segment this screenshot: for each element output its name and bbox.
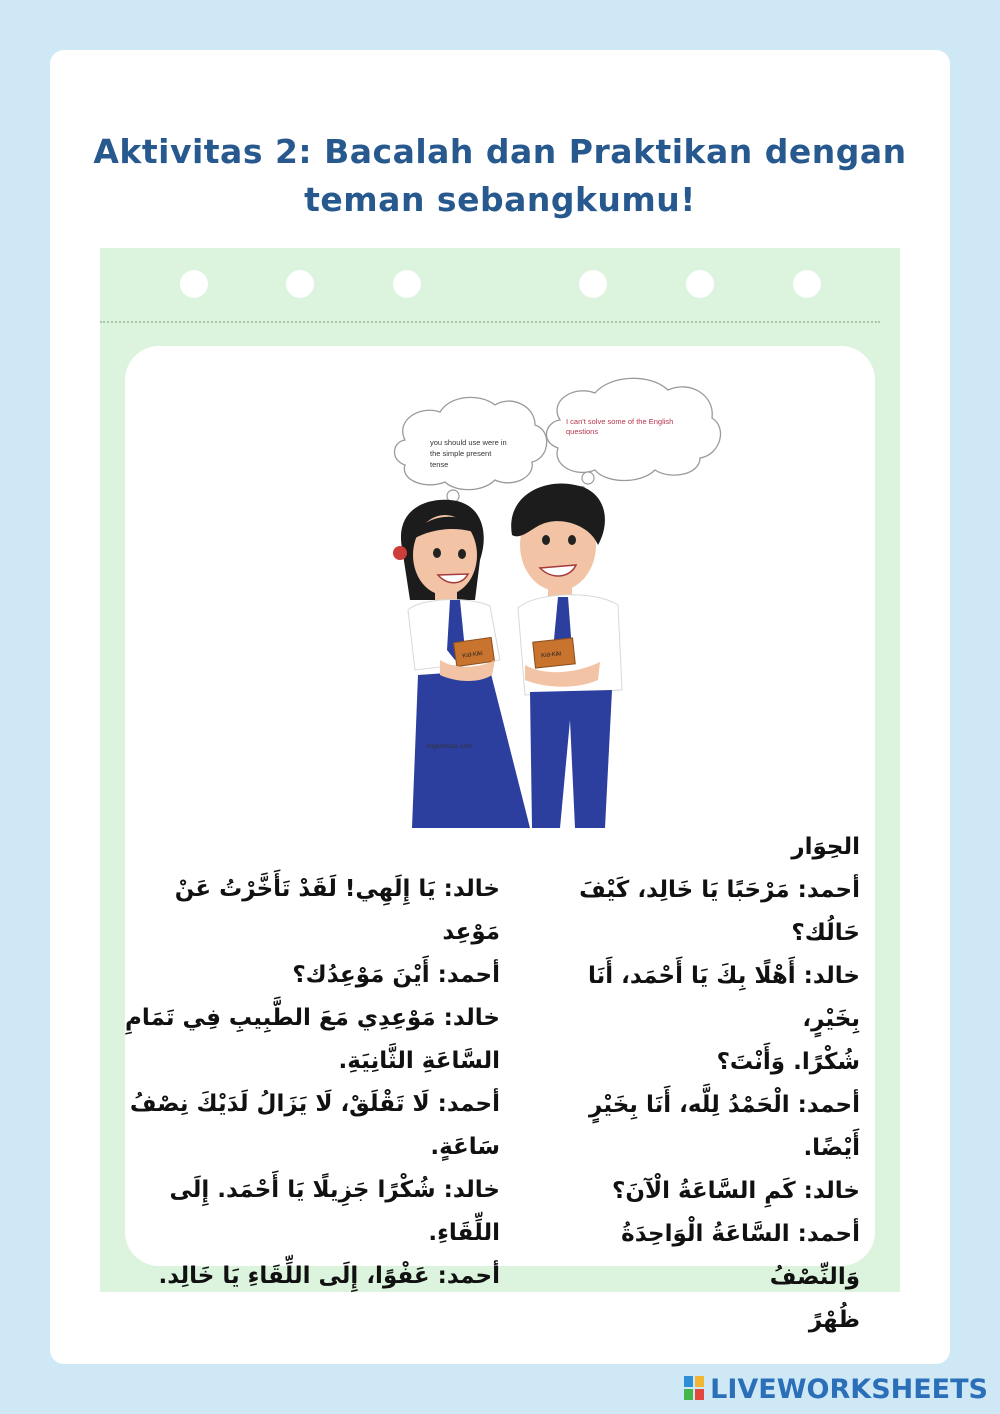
dialog-line: أحمد: السَّاعَةُ الْوَاحِدَةُ وَالنِّصْفُ bbox=[621, 1221, 860, 1290]
dialog-line: خالد: كَمِ السَّاعَةُ الْآنَ؟ bbox=[612, 1178, 860, 1204]
boy-book-label: Kid-Kiki bbox=[540, 651, 562, 660]
dialog-line: خالد: أَهْلًا بِكَ يَا أَحْمَد، أَنَا بِخَيْرٍ، bbox=[587, 963, 860, 1032]
liveworksheets-logo-icon bbox=[684, 1376, 706, 1402]
dialog-line: أحمد: أَيْنَ مَوْعِدُك؟ bbox=[292, 962, 500, 988]
dialog-line: حَالُك؟ bbox=[791, 920, 860, 946]
activity-title-line-1: Aktivitas 2: Bacalah dan Praktikan dengan bbox=[93, 132, 907, 171]
activity-title-line-2: teman sebangkumu! bbox=[304, 180, 696, 219]
dialog-heading: الحِوَار bbox=[791, 834, 860, 860]
dialog-line: خالد: مَوْعِدِي مَعَ الطَّبِيبِ فِي تَمَامِ bbox=[125, 1005, 500, 1031]
bubble-right-line-2: questions bbox=[566, 427, 599, 436]
dialog-line: سَاعَةٍ. bbox=[430, 1134, 500, 1160]
dialog-column-right bbox=[525, 826, 860, 1342]
thought-bubble-right bbox=[546, 378, 720, 493]
boy-student bbox=[511, 483, 622, 828]
dialog-line: أحمد: لَا تَقْلَقْ، لَا يَزَالُ لَدَيْكَ نِصْفُ bbox=[129, 1091, 500, 1117]
liveworksheets-logo[interactable] bbox=[684, 1372, 988, 1406]
dialog-line: خالد: شُكْرًا جَزِيلًا يَا أَحْمَد. إِلَى اللِّقَاءِ. bbox=[169, 1177, 500, 1246]
dialog-line: السَّاعَةِ الثَّانِيَةِ. bbox=[338, 1048, 500, 1074]
dialog-line: أحمد: مَرْحَبًا يَا خَالِد، كَيْفَ bbox=[579, 877, 860, 903]
liveworksheets-brand-text: LIVEWORKSHEETS bbox=[710, 1373, 988, 1405]
thought-bubble-left bbox=[394, 397, 546, 510]
dialog-line: أحمد: الْحَمْدُ لِلَّه، أَنَا بِخَيْرٍ أَيْضًا. bbox=[589, 1092, 860, 1161]
girl-book-label: Kid-Kiki bbox=[462, 650, 484, 660]
bubble-left-line-1: you should use were in bbox=[430, 438, 507, 447]
bubble-left-line-2: the simple present bbox=[430, 449, 492, 458]
dialog-line: ظُهْرً bbox=[808, 1307, 860, 1333]
bubble-left-line-3: tense bbox=[430, 460, 449, 469]
image-watermark: englishclas.com bbox=[426, 743, 473, 750]
dialog-line: خالد: يَا إِلَهِي! لَقَدْ تَأَخَّرْتُ عَنْ مَوْعِد bbox=[174, 876, 500, 945]
dialog-column-left bbox=[118, 868, 500, 1298]
dialog-line: أحمد: عَفْوًا، إِلَى اللِّقَاءِ يَا خَالِد. bbox=[158, 1263, 500, 1289]
dialog-line: شُكْرًا. وَأَنْتَ؟ bbox=[716, 1049, 860, 1075]
bubble-right-line-1: I can't solve some of the English bbox=[566, 417, 674, 426]
girl-student bbox=[393, 500, 530, 828]
